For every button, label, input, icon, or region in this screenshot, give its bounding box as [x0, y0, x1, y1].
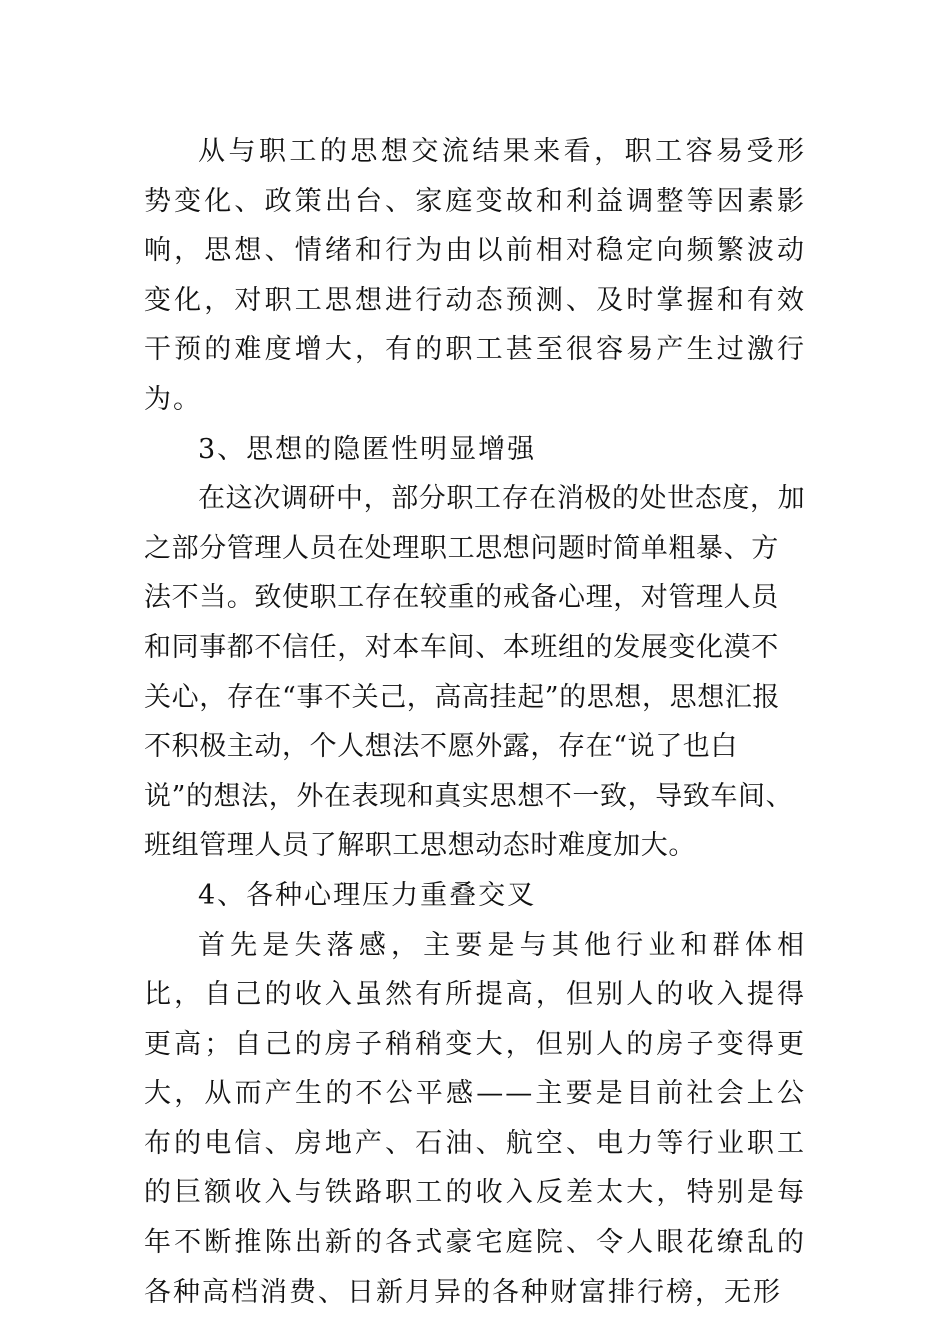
section-heading-4: 4、各种心理压力重叠交叉	[198, 879, 537, 911]
paragraph-thought-exchange: 从与职工的思想交流结果来看，职工容易受形势变化、政策出台、家庭变故和利益调整等因素影响，思想、情绪和行为由以前相对稳定向频繁波动变化，对职工思想进行动态预测、及时掌握和有效干预的难度增大，有的职工甚至很容易产生过激行为。	[144, 136, 806, 415]
section-heading-3: 3、思想的隐匿性明显增强	[198, 433, 537, 465]
paragraph-psychological-pressure: 首先是失落感，主要是与其他行业和群体相比，自己的收入虽然有所提高，但别人的收入提得更高；自己的房子稍稍变大，但别人的房子变得更大，从而产生的不公平感——主要是目前社会上公布的电信、房地产、石油、航空、电力等行业职工的巨额收入与铁路职工的收入反差太大，特别是每年不断推陈出新的各式豪宅庭院、令人眼花缭乱的各种高档消费、日新月异的各种财富排行榜，无形	[144, 929, 806, 1308]
paragraph-concealment: 在这次调研中，部分职工存在消极的处世态度，加之部分管理人员在处理职工思想问题时简单粗暴、方法不当。致使职工存在较重的戒备心理，对管理人员和同事都不信任，对本车间、本班组的发展变化漠不关心，存在“事不关己，高高挂起”的思想，思想汇报不积极主动，个人想法不愿外露，存在“说了也白说”的想法，外在表现和真实思想不一致，导致车间、班组管理人员了解职工思想动态时难度加大。	[144, 483, 806, 862]
document-body	[144, 127, 806, 1317]
